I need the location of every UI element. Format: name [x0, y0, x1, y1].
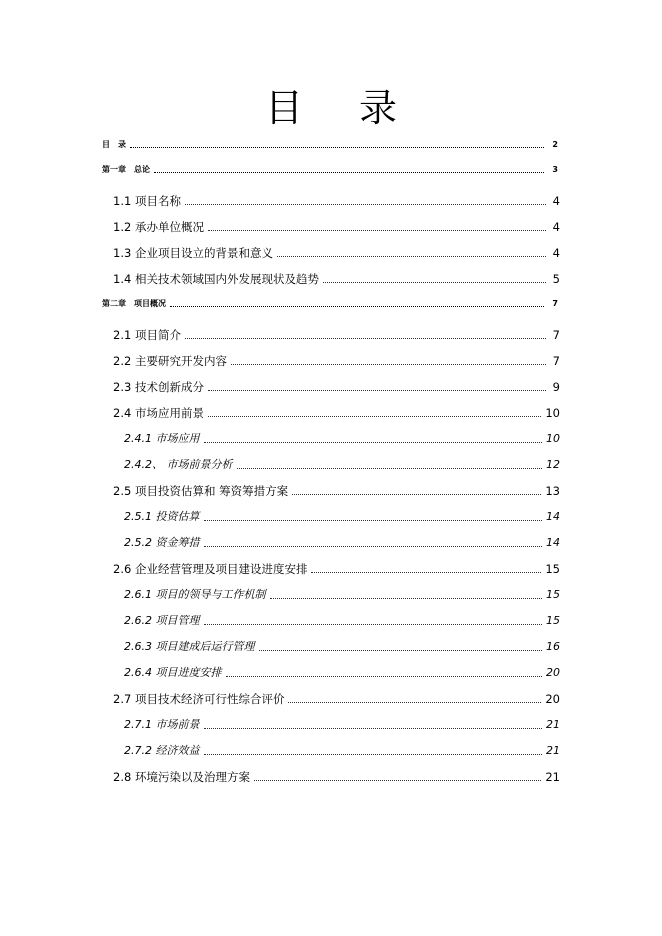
toc-entry[interactable] [124, 457, 560, 473]
toc-entry-label: 1.1 项目名称 [113, 194, 181, 208]
toc-entry[interactable] [113, 353, 560, 369]
dot-leader [204, 624, 543, 625]
toc-entry-label: 2.4 市场应用前景 [113, 406, 204, 420]
toc-entry-page-number: 15 [545, 562, 560, 576]
toc-entry[interactable] [102, 140, 558, 150]
toc-entry-page-number: 16 [546, 640, 560, 653]
dot-leader [185, 204, 546, 205]
dot-leader [204, 442, 543, 443]
toc-entry[interactable] [113, 561, 560, 577]
dot-leader [270, 598, 543, 599]
toc-entry-label: 2.5 项目投资估算和 筹资筹措方案 [113, 484, 289, 498]
dot-leader [204, 754, 543, 755]
toc-entry[interactable] [113, 405, 560, 421]
toc-entry-page-number: 5 [552, 272, 560, 286]
toc-entry[interactable] [124, 743, 560, 759]
toc-entry-label: 2.1 项目简介 [113, 328, 181, 342]
toc-entry-label: 2.7.2 经济效益 [124, 744, 200, 757]
toc-entry-label: 2.7 项目技术经济可行性综合评价 [113, 692, 285, 706]
toc-entry-page-number: 13 [545, 484, 560, 498]
toc-entry-page-number: 10 [546, 432, 560, 445]
toc-entry-label: 1.2 承办单位概况 [113, 220, 204, 234]
toc-entry-page-number: 20 [545, 692, 560, 706]
toc-entry[interactable] [124, 639, 560, 655]
toc-entry-page-number: 15 [546, 614, 560, 627]
toc-entry[interactable] [113, 245, 560, 261]
toc-entry[interactable] [113, 219, 560, 235]
toc-entry[interactable] [113, 379, 560, 395]
toc-entry-label: 2.8 环境污染以及治理方案 [113, 770, 250, 784]
toc-entry-label: 第一章 总论 [102, 165, 150, 174]
toc-entry-page-number: 14 [546, 510, 560, 523]
toc-entry[interactable] [113, 769, 560, 785]
toc-entry-label: 2.5.2 资金筹措 [124, 536, 200, 549]
dot-leader [208, 416, 541, 417]
toc-entry-label: 2.6.2 项目管理 [124, 614, 200, 627]
toc-entry-label: 目 录 [102, 140, 126, 149]
dot-leader [204, 546, 543, 547]
dot-leader [185, 338, 546, 339]
toc-entry-page-number: 21 [546, 718, 560, 731]
toc-entry-page-number: 14 [546, 536, 560, 549]
page-title: 目 录 [264, 86, 420, 130]
dot-leader [130, 147, 544, 148]
toc-entry-page-number: 4 [552, 194, 560, 208]
dot-leader [154, 172, 544, 173]
toc-entry[interactable] [124, 431, 560, 447]
toc-entry-label: 2.6.4 项目进度安排 [124, 666, 222, 679]
dot-leader [170, 306, 544, 307]
toc-entry-label: 第二章 项目概况 [102, 299, 166, 308]
dot-leader [277, 256, 546, 257]
toc-entry-page-number: 12 [546, 458, 560, 471]
dot-leader [311, 572, 541, 573]
dot-leader [292, 494, 541, 495]
toc-entry-label: 2.4.2、 市场前景分析 [124, 458, 233, 471]
toc-entry[interactable] [113, 193, 560, 209]
dot-leader [254, 780, 541, 781]
toc-entry[interactable] [113, 271, 560, 287]
toc-entry-label: 2.4.1 市场应用 [124, 432, 200, 445]
toc-entry-page-number: 7 [552, 354, 560, 368]
toc-entry-label: 2.3 技术创新成分 [113, 380, 204, 394]
toc-entry-label: 1.4 相关技术领域国内外发展现状及趋势 [113, 272, 319, 286]
toc-entry[interactable] [113, 691, 560, 707]
toc-entry-page-number: 15 [546, 588, 560, 601]
toc-entry[interactable] [124, 509, 560, 525]
dot-leader [208, 390, 546, 391]
toc-entry-page-number: 7 [552, 328, 560, 342]
dot-leader [204, 728, 543, 729]
toc-entry-label: 2.7.1 市场前景 [124, 718, 200, 731]
dot-leader [237, 468, 543, 469]
toc-entry-page-number: 2 [552, 140, 558, 149]
toc-entry-page-number: 7 [552, 299, 558, 308]
dot-leader [208, 230, 546, 231]
toc-entry-label: 2.2 主要研究开发内容 [113, 354, 227, 368]
toc-entry[interactable] [124, 613, 560, 629]
toc-entry-page-number: 9 [552, 380, 560, 394]
toc-entry-page-number: 21 [545, 770, 560, 784]
toc-entry[interactable] [113, 327, 560, 343]
toc-entry-label: 2.6.3 项目建成后运行管理 [124, 640, 255, 653]
toc-entry-label: 2.6.1 项目的领导与工作机制 [124, 588, 266, 601]
toc-entry-label: 2.6 企业经营管理及项目建设进度安排 [113, 562, 308, 576]
dot-leader [226, 676, 543, 677]
dot-leader [323, 282, 546, 283]
toc-entry-label: 2.5.1 投资估算 [124, 510, 200, 523]
toc-entry[interactable] [102, 299, 558, 309]
toc-entry-page-number: 21 [546, 744, 560, 757]
toc-entry[interactable] [102, 165, 558, 175]
toc-entry-page-number: 4 [552, 220, 560, 234]
toc-entry[interactable] [124, 587, 560, 603]
toc-entry[interactable] [124, 535, 560, 551]
toc-entry-label: 1.3 企业项目设立的背景和意义 [113, 246, 273, 260]
toc-entry[interactable] [124, 665, 560, 681]
dot-leader [288, 702, 541, 703]
toc-entry[interactable] [113, 483, 560, 499]
dot-leader [204, 520, 543, 521]
toc-entry-page-number: 10 [545, 406, 560, 420]
toc-entry-page-number: 20 [546, 666, 560, 679]
toc-entry-page-number: 4 [552, 246, 560, 260]
dot-leader [231, 364, 546, 365]
toc-entry[interactable] [124, 717, 560, 733]
dot-leader [259, 650, 543, 651]
toc-entry-page-number: 3 [552, 165, 558, 174]
